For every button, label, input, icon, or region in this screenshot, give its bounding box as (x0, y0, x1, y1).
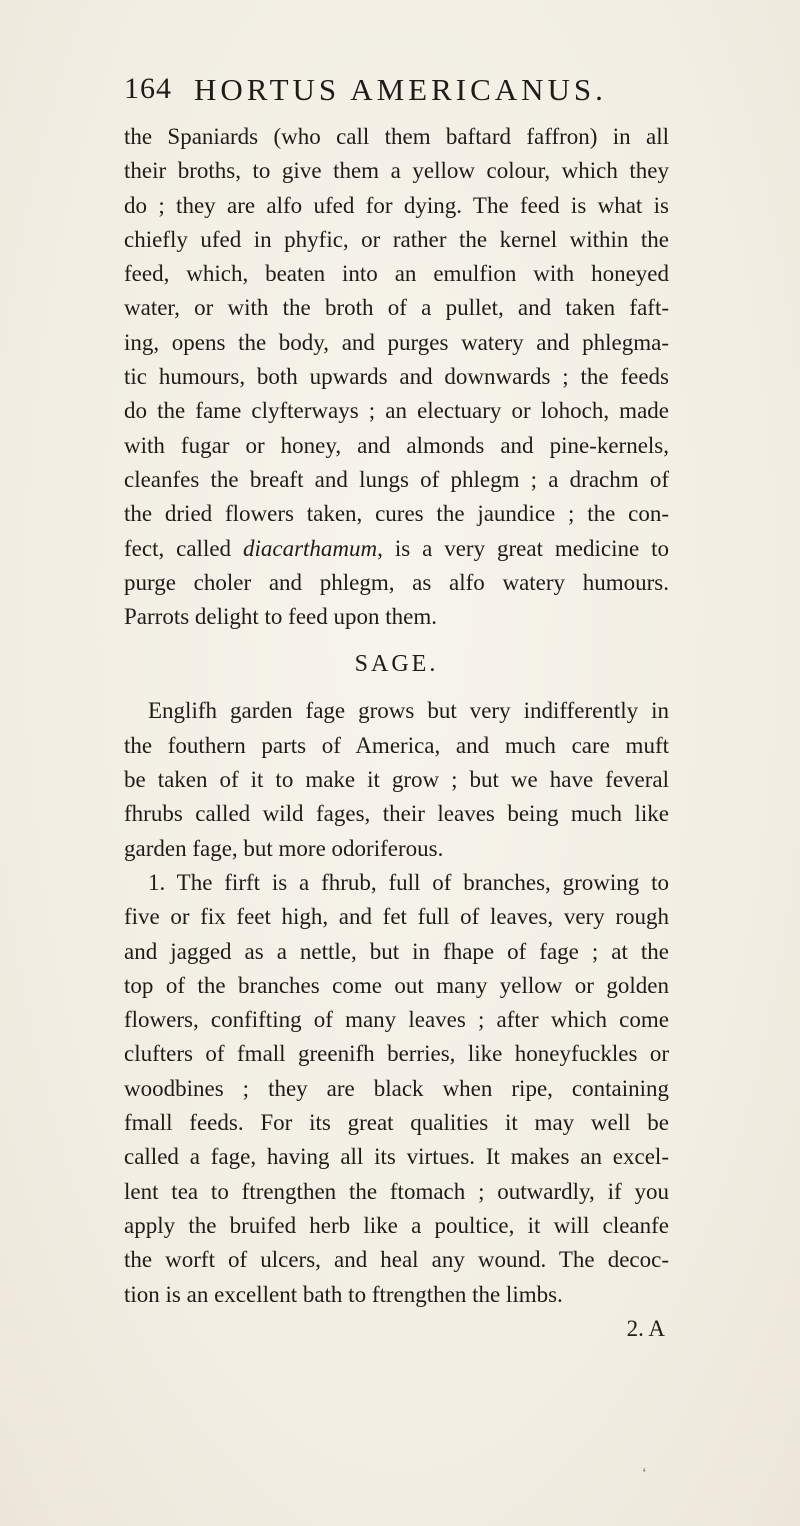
text-line: purge choler and phlegm, as alfo watery humours. (124, 569, 669, 595)
catchword: 2. A (626, 1315, 665, 1341)
text-line: chiefly ufed in phyfic, or rather the kernel within the (124, 226, 669, 252)
text-line: tic humours, both upwards and downwards ; the feeds (124, 364, 669, 390)
page-header (110, 72, 670, 112)
text-line: flowers, confifting of many leaves ; after which come (124, 1007, 669, 1033)
text-line: cleanfes the breaft and lungs of phlegm ; a drachm of (124, 466, 669, 492)
text-line: feed, which, beaten into an emulfion with honeyed (124, 261, 669, 287)
text-line: top of the branches come out many yellow or golden (124, 972, 669, 998)
text-line: water, or with the broth of a pullet, and taken faft- (124, 295, 669, 321)
text-line: five or fix feet high, and fet full of leaves, very rough (124, 904, 669, 930)
text-line: the Spaniards (who call them baftard faffron) in all (124, 124, 669, 149)
body-text (124, 120, 669, 1346)
text-line: the fouthern parts of America, and much care muft (124, 732, 669, 758)
text-line: do the fame clyfterways ; an electuary or lohoch, made (124, 398, 669, 424)
section-heading: SAGE. (354, 651, 439, 678)
text-line: their broths, to give them a yellow colour, which they (124, 158, 669, 184)
text-line: be taken of it to make it grow ; but we have feveral (124, 767, 669, 793)
text-line: called a fage, having all its virtues. It makes an excel- (124, 1144, 669, 1170)
text-line: with fugar or honey, and almonds and pine-kernels, (124, 432, 669, 458)
text-line: fhrubs called wild fages, their leaves being much like (124, 801, 669, 827)
text-line-italic: fect, called diacarthamum, is a very great medicine to (124, 535, 669, 561)
text-line: lent tea to ftrengthen the ftomach ; outwardly, if you (124, 1178, 669, 1204)
text-line: fmall feeds. For its great qualities it may well be (124, 1110, 669, 1136)
text-line: tion is an excellent bath to ftrengthen the limbs. (124, 1281, 563, 1307)
text-line: do ; they are alfo ufed for dying. The feed is what is (124, 192, 669, 218)
text-line: 1. The firft is a fhrub, full of branches, growing to (148, 869, 669, 895)
text-line: and jagged as a nettle, but in fhape of fage ; at the (124, 938, 669, 964)
text-line: woodbines ; they are black when ripe, containing (124, 1075, 669, 1101)
text-line: ing, opens the body, and purges watery and phlegma- (124, 329, 669, 355)
text-line: garden fage, but more odoriferous. (124, 835, 444, 861)
text-line: Englifh garden fage grows but very indifferently in (148, 698, 669, 724)
running-title: HORTUS AMERICANUS. (194, 72, 607, 107)
text-line: Parrots delight to feed upon them. (124, 604, 437, 630)
text-line: the dried flowers taken, cures the jaundice ; the con- (124, 501, 669, 527)
italic-term: diacarthamum (242, 535, 378, 561)
text-line: clufters of fmall greenifh berries, like honeyfuckles or (124, 1041, 669, 1067)
page-number: 164 (124, 72, 172, 105)
text-line: apply the bruifed herb like a poultice, it will cleanfe (124, 1212, 669, 1238)
ink-speck: ʻ (642, 1466, 647, 1481)
text-line: the worft of ulcers, and heal any wound. The decoc- (124, 1247, 669, 1273)
